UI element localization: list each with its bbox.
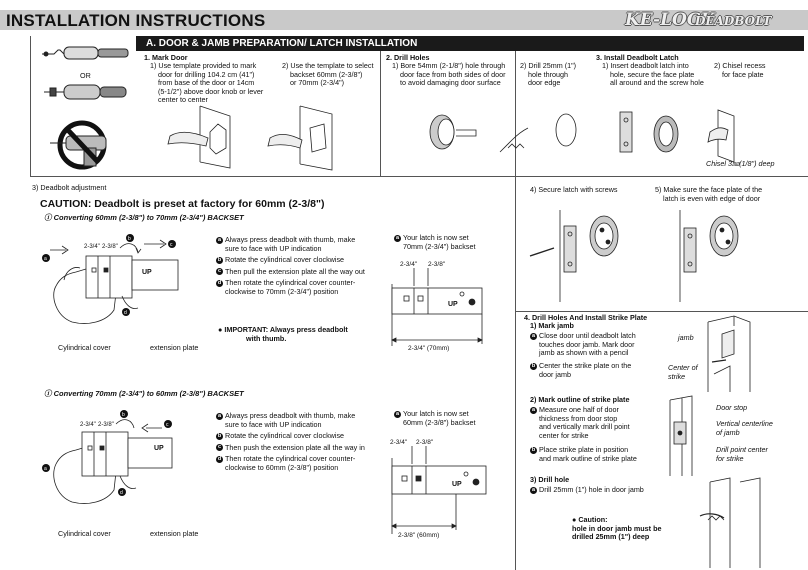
line: 2) Use the template to select [282, 61, 374, 70]
vcl-label [716, 420, 773, 437]
line: to avoid damaging door surface [400, 78, 501, 88]
step-c [216, 444, 376, 453]
line: for face plate [722, 69, 764, 79]
line: ● Caution: [572, 515, 608, 524]
deadbolt-adjust-label: 3) Deadbolt adjustment [32, 183, 107, 192]
line: thickness from door stop [539, 413, 618, 423]
svg-text:b: b [128, 236, 131, 242]
drill-holes-heading: 2. Drill Holes [386, 53, 430, 62]
conv2-cyl-label: Cylindrical cover [58, 529, 111, 538]
conv1-cyl-label: Cylindrical cover [58, 343, 111, 352]
line: Always press deadbolt with thumb, make [225, 235, 356, 244]
bottom-dim: 2-3/8" (60mm) [398, 532, 440, 539]
section-a-bar: A. DOOR & JAMB PREPARATION/ LATCH INSTALLATION [136, 36, 804, 51]
line: a Measure one half of door [531, 405, 619, 414]
line: Measure one half of door [539, 405, 619, 414]
drill-jamb-illustration [700, 478, 800, 568]
drill-caution [572, 516, 661, 542]
line: Drill point center [716, 445, 768, 454]
step-b [216, 432, 376, 441]
line: Then rotate the cylindrical cover counter- [225, 278, 356, 288]
line: 60mm (2-3/8") backset [403, 417, 476, 427]
line: strike [668, 371, 686, 381]
line: door jamb [539, 369, 571, 379]
conv2-title [44, 388, 244, 399]
line: Place strike plate in position [539, 445, 629, 454]
line: Center the strike plate on the [539, 361, 632, 370]
bullet: c [217, 268, 222, 275]
dim-a: 2-3/4" [80, 422, 96, 428]
svg-text:d: d [120, 490, 123, 496]
bottom-dim: 2-3/4" (70mm) [408, 345, 450, 352]
line: 70mm (2-3/4") backset [403, 241, 476, 251]
svg-text:b: b [122, 412, 125, 418]
line: 2) Drill 25mm (1") [520, 61, 577, 70]
divider [515, 311, 808, 312]
outline-a [530, 406, 655, 440]
dim-b: 2-3/8" [98, 422, 114, 428]
secure-latch-text: 4) Secure latch with screws [530, 185, 618, 194]
line: touches door jamb. Mark door [539, 339, 635, 349]
divider [515, 176, 516, 570]
mark-jamb-heading: 1) Mark jamb [530, 321, 574, 330]
conv1-title-text: Converting 60mm (2-3/8") to 70mm (2-3/4") BACKSET [53, 213, 244, 222]
line: and mark outline of strike plate [539, 453, 637, 463]
brand-logo: KE-LOCK [625, 10, 716, 30]
secure-latch-illustration [520, 206, 790, 306]
line: a Close door until deadbolt latch [531, 331, 636, 340]
line: Rotate the cylindrical cover clockwise [225, 431, 345, 441]
or-label: OR [80, 71, 91, 80]
line: 1) Bore 54mm (2-1/8") hole through [392, 61, 506, 70]
line: IMPORTANT: Always press deadbolt [224, 325, 348, 334]
drill-holes-step1 [392, 62, 517, 88]
line: Then pull the extension plate all the way out [225, 266, 365, 276]
line: 1) Use template provided to mark [150, 61, 257, 70]
strike-heading: 4. Drill Holes And Install Strike Plate [524, 313, 648, 322]
outline-illustration [662, 396, 712, 476]
dim-a: 2-3/4" [390, 439, 408, 446]
dim-b: 2-3/8" [428, 261, 446, 268]
line: jamb as shown with a pencil [539, 348, 629, 358]
conv1-latch-diagram [386, 256, 496, 356]
line: hole through [528, 69, 568, 79]
line: Always press deadbolt with thumb, make [225, 411, 356, 420]
conv2-number: ⓘ [44, 389, 52, 398]
line: of jamb [716, 427, 740, 437]
line: hole, secure the face plate [610, 69, 695, 79]
line: Then push the extension plate all the way in [225, 442, 365, 452]
conv1-number: ⓘ [44, 213, 52, 222]
chisel-note: Chisel 3㎜(1/8") deep [706, 159, 775, 168]
install-step1 [602, 62, 712, 88]
title-bar [0, 10, 808, 30]
up-mark: UP [154, 445, 164, 452]
svg-text:a: a [44, 466, 47, 472]
line: Your latch is now set [403, 409, 469, 418]
line: for strike [716, 453, 744, 463]
bullet: d [217, 279, 222, 286]
dim-a: 2-3/4" [400, 261, 418, 268]
dim-b: 2-3/8" [102, 244, 118, 250]
door-template-illustration [150, 102, 390, 172]
divider [30, 176, 808, 177]
bullet: b [217, 256, 222, 263]
up-mark: UP [452, 481, 462, 488]
drill-hole-heading: 3) Drill hole [530, 475, 570, 484]
svg-text:d: d [124, 310, 127, 316]
conv1-result [394, 234, 475, 251]
line: Vertical centerline [716, 419, 773, 428]
line: 5) Make sure the face plate of the [655, 185, 763, 194]
line: 1) Insert deadbolt latch into [602, 61, 689, 70]
outline-heading: 2) Mark outline of strike plate [530, 395, 630, 404]
jamb-label: jamb [678, 333, 694, 342]
drill-hole-a: a Drill 25mm (1") hole in door jamb [531, 485, 644, 494]
mark-jamb-a [530, 332, 655, 358]
line: sure to face with UP indication [225, 419, 322, 429]
conv1-ext-label: extension plate [150, 343, 199, 352]
drill-holes-illustration [400, 108, 600, 168]
line: with thumb. [246, 333, 287, 343]
conv2-title-text: Converting 70mm (2-3/4") to 60mm (2-3/8") BACKSET [53, 389, 244, 398]
conv2-hand-illustration [36, 404, 206, 514]
line: all around and the screw hole [610, 78, 704, 88]
line: a Your latch is now set [395, 233, 469, 242]
line: door for drilling 104.2 cm (41") [158, 69, 255, 79]
line: a Your latch is now set [395, 409, 469, 418]
line: from base of the door or 14cm [158, 78, 255, 88]
line: or 70mm (2-3/4") [290, 78, 345, 88]
line: b Place strike plate in position [531, 445, 629, 454]
drill-holes-step2 [520, 62, 590, 88]
line: Your latch is now set [403, 233, 469, 242]
line: Close door until deadbolt latch [539, 331, 636, 340]
mark-door-step2 [282, 62, 382, 88]
line: (5-1/2") above door knob or lever [158, 86, 264, 96]
bullet: b [217, 432, 222, 439]
outline-b [530, 446, 655, 463]
make-sure-text [655, 186, 805, 203]
important-note [218, 326, 348, 343]
up-mark: UP [448, 301, 458, 308]
bullet: a [217, 412, 222, 419]
line: hole in door jamb must be [572, 523, 662, 533]
mark-door-step1 [150, 62, 285, 105]
conv1-steps [216, 236, 376, 297]
conv1-title [44, 212, 244, 223]
line: Rotate the cylindrical cover clockwise [225, 255, 345, 265]
page-title: INSTALLATION INSTRUCTIONS [6, 11, 266, 30]
line: center for strike [539, 430, 589, 440]
conv2-ext-label: extension plate [150, 529, 199, 538]
line: 2) Chisel recess [714, 61, 766, 70]
line: b Center the strike plate on the [531, 361, 632, 370]
bullet: d [217, 455, 222, 462]
svg-text:c: c [166, 422, 169, 428]
line: Caution: [578, 515, 608, 524]
install-latch-illustration [600, 106, 800, 166]
bullet: a [217, 236, 222, 243]
line: center to center [158, 95, 208, 105]
install-step2 [714, 62, 804, 79]
bullet: c [217, 444, 222, 451]
line: backset 60mm (2-3/8") [290, 69, 363, 79]
line: and vertically mark drill point [539, 422, 630, 432]
line: Center of [668, 363, 698, 372]
conv2-result [394, 410, 475, 427]
conv2-latch-diagram [386, 434, 496, 544]
conv2-steps [216, 412, 376, 473]
up-mark: UP [142, 269, 152, 276]
install-heading: 3. Install Deadbolt Latch [596, 53, 679, 62]
line: latch is even with edge of door [663, 193, 761, 203]
brand-logo-sub: DEADBOLT [695, 14, 772, 28]
line: door edge [528, 78, 561, 88]
svg-text:a: a [44, 256, 47, 262]
line: drilled 25mm (1") deep [572, 532, 650, 542]
step-b [216, 256, 376, 265]
caution-heading: CAUTION: Deadbolt is preset at factory for 60mm (2-3/8") [40, 198, 325, 210]
door-stop-label: Door stop [716, 403, 748, 412]
line: sure to face with UP indication [225, 243, 322, 253]
line: Drill 25mm (1") hole in door jamb [539, 485, 644, 494]
jamb-illustration [694, 314, 804, 394]
mark-jamb-b [530, 362, 655, 379]
step-c [216, 268, 376, 277]
line: Then rotate the cylindrical cover counter- [225, 454, 356, 464]
mark-door-heading: 1. Mark Door [144, 53, 188, 62]
line: clockwise to 60mm (2-3/8") position [225, 462, 339, 472]
line: door face from both sides of door [400, 69, 506, 79]
screwdriver-icon [34, 40, 134, 170]
dim-b: 2-3/8" [416, 439, 434, 446]
line: ● IMPORTANT: Always press deadbolt [218, 325, 348, 334]
dpc-label [716, 446, 768, 463]
svg-text:c: c [170, 242, 173, 248]
conv1-hand-illustration [36, 226, 206, 336]
line: clockwise to 70mm (2-3/4") position [225, 286, 339, 296]
dim-a: 2-3/4" [84, 244, 100, 250]
